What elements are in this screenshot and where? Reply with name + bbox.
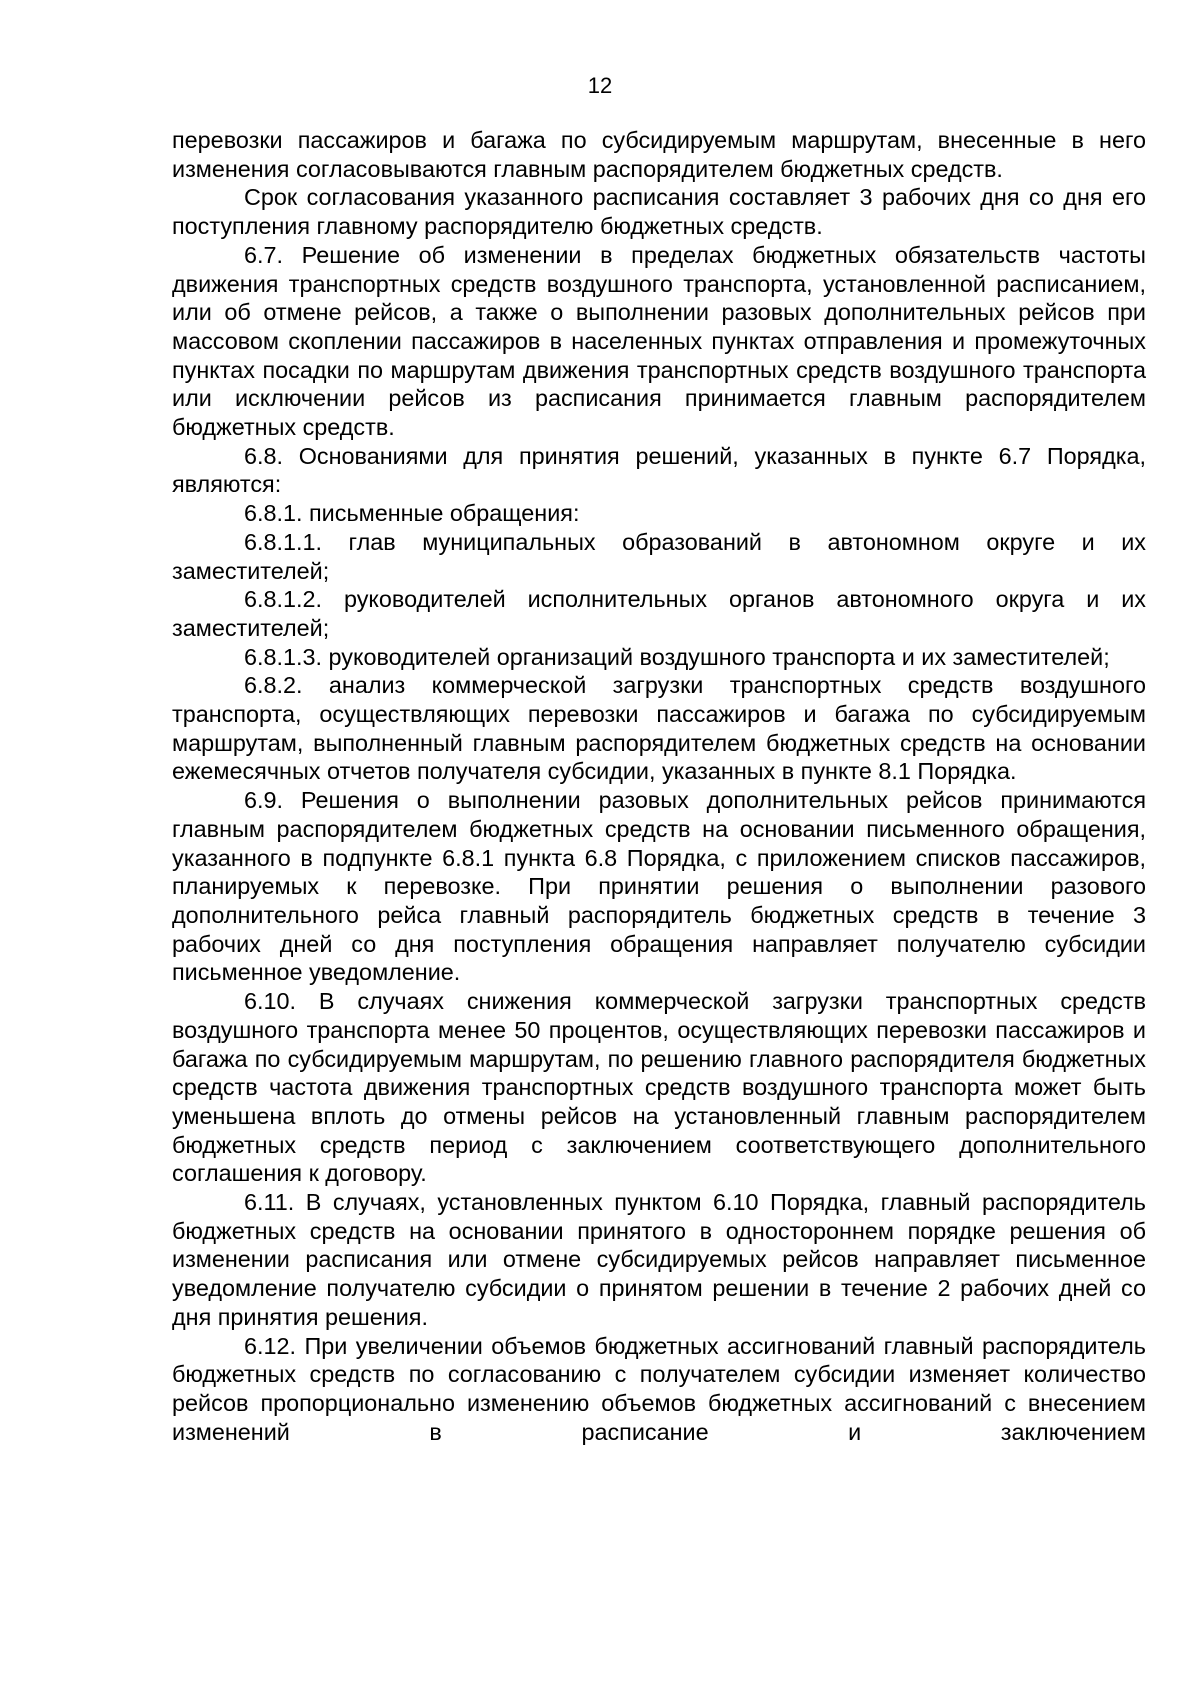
paragraph-approval-term: Срок согласования указанного расписания составляет 3 рабочих дня со дня его поступления главному распорядителю бюджетных средств. (172, 184, 1146, 240)
paragraph-6-8-2: 6.8.2. анализ коммерческой загрузки транспортных средств воздушного транспорта, осуществляющих перевозки пассажиров и багажа по субсидируемым маршрутам, выполненный главным распорядителем бюджетных средств на основании ежемесячных отчетов получателя субсидии, указанных в пункте 8.1 Порядка. (172, 672, 1146, 785)
paragraph-6-10: 6.10. В случаях снижения коммерческой загрузки транспортных средств воздушного транспорта менее 50 процентов, осуществляющих перевозки пассажиров и багажа по субсидируемым маршрутам, по решению главного распорядителя бюджетных средств частота движения транспортных средств воздушного транспорта может быть уменьшена вплоть до отмены рейсов на установленный главным распорядителем бюджетных средств период с заключением соответствующего дополнительного соглашения к договору. (172, 988, 1146, 1187)
page-number: 12 (587, 73, 613, 98)
paragraph-6-8: 6.8. Основаниями для принятия решений, указанных в пункте 6.7 Порядка, являются: (172, 442, 1146, 498)
paragraph-6-8-1-2: 6.8.1.2. руководителей исполнительных органов автономного округа и их заместителей; (172, 586, 1146, 641)
paragraph-6-11: 6.11. В случаях, установленных пунктом 6.10 Порядка, главный распорядитель бюджетных средств на основании принятого в одностороннем порядке решения об изменении расписания или отмене субсидируемых рейсов направляет письменное уведомление получателю субсидии о принятом решении в течение 2 рабочих дней со дня принятия решения. (172, 1189, 1146, 1330)
paragraph-6-8-1-1: 6.8.1.1. глав муниципальных образований в автономном округе и их заместителей; (172, 528, 1146, 584)
paragraph-6-8-1: 6.8.1. письменные обращения: (244, 500, 580, 527)
document-body (172, 126, 1146, 1446)
paragraph-6-8-1-3: 6.8.1.3. руководителей организаций воздушного транспорта и их заместителей; (244, 643, 1110, 670)
paragraph-6-12: 6.12. При увеличении объемов бюджетных ассигнований главный распорядитель бюджетных средств по согласованию с получателем субсидии изменяет количество рейсов пропорционально изменению объемов бюджетных ассигнований с внесением изменений в расписание и заключением (172, 1332, 1146, 1445)
paragraph-continuation: перевозки пассажиров и багажа по субсидируемым маршрутам, внесенные в него изменения согласовываются главным распорядителем бюджетных средств. (172, 127, 1146, 182)
paragraph-6-7: 6.7. Решение об изменении в пределах бюджетных обязательств частоты движения транспортных средств воздушного транспорта, установленной расписанием, или об отмене рейсов, а также о выполнении разовых дополнительных рейсов при массовом скоплении пассажиров в населенных пунктах отправления и промежуточных пунктах посадки по маршрутам движения транспортных средств воздушного транспорта или исключении рейсов из расписания принимается главным распорядителем бюджетных средств. (172, 241, 1146, 441)
paragraph-6-9: 6.9. Решения о выполнении разовых дополнительных рейсов принимаются главным распорядителем бюджетных средств на основании письменного обращения, указанного в подпункте 6.8.1 пункта 6.8 Порядка, с приложением списков пассажиров, планируемых к перевозке. При принятии решения о выполнении разового дополнительного рейса главный распорядитель бюджетных средств в течение 3 рабочих дней со дня поступления обращения направляет получателю субсидии письменное уведомление. (172, 787, 1146, 986)
